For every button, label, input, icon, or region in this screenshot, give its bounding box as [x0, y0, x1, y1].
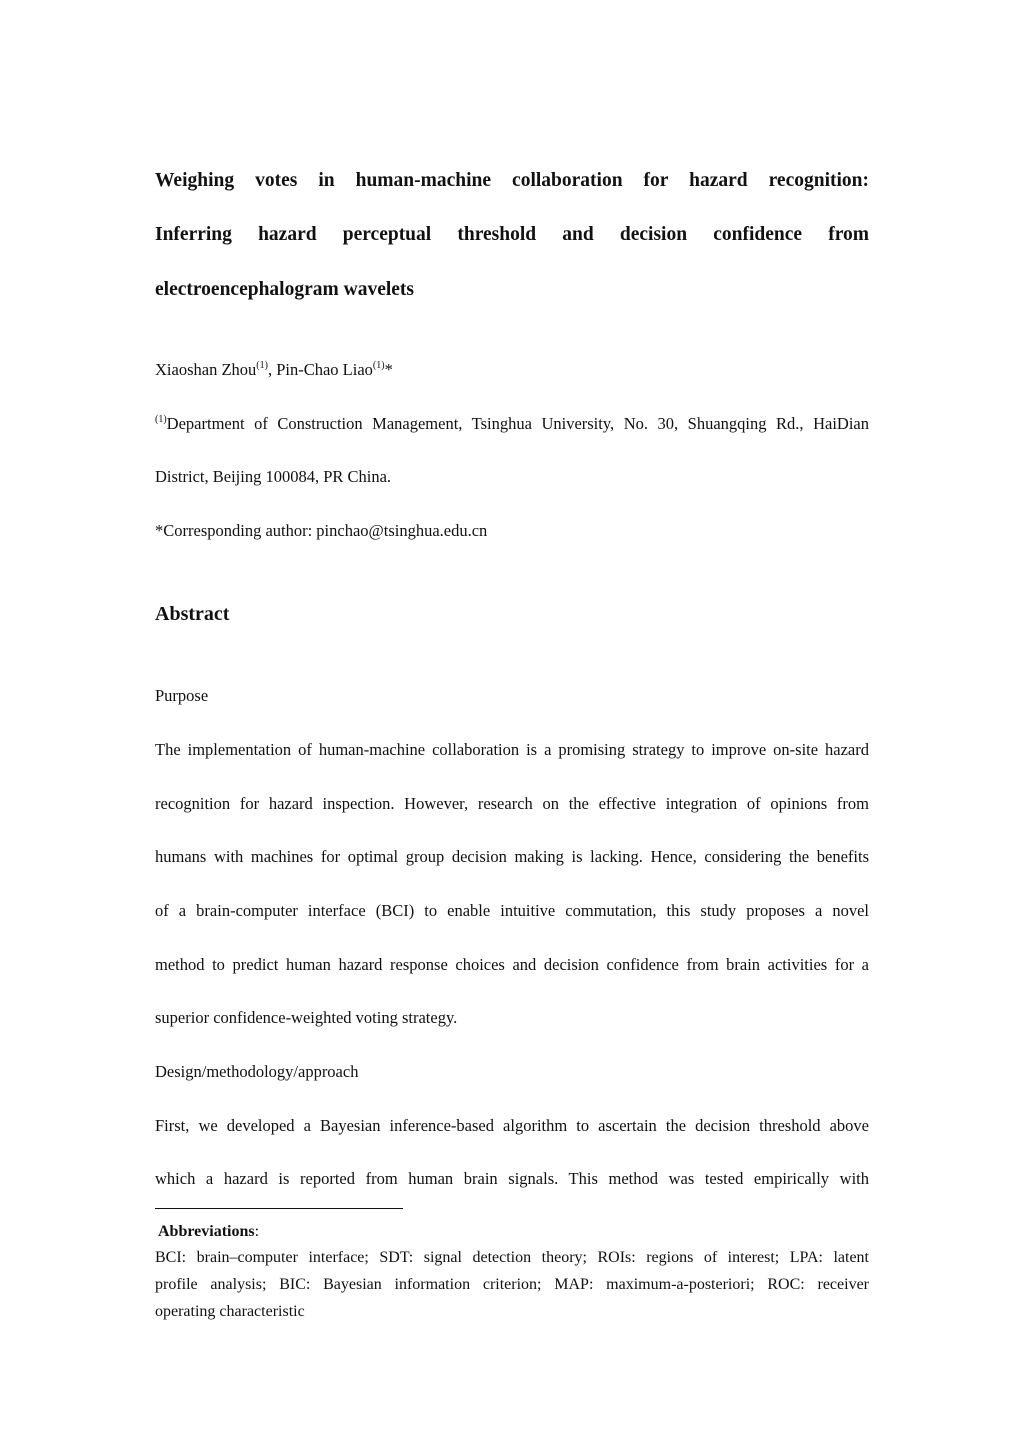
abbreviations-colon: : — [254, 1223, 260, 1240]
paper-title-line-3: electroencephalogram wavelets — [155, 279, 415, 300]
paper-page — [155, 0, 869, 1449]
design-line: First, we developed a Bayesian inference-based algorithm to ascertain the decision threshold above — [155, 1116, 869, 1135]
author-name: Pin-Chao Liao — [276, 360, 373, 379]
footnote-label — [158, 1222, 259, 1242]
paper-title-line-2: Inferring hazard perceptual threshold and decision confidence from — [155, 224, 869, 245]
footnote-rule — [155, 1208, 403, 1209]
paper-title-line-1: Weighing votes in human-machine collaboration for hazard recognition: — [155, 170, 869, 191]
purpose-line: recognition for hazard inspection. However, research on the effective integration of opinions from — [155, 794, 869, 813]
affiliation-marker: (1) — [256, 359, 268, 371]
affiliation-line-1 — [155, 413, 869, 435]
purpose-line: humans with machines for optimal group decision making is lacking. Hence, considering the benefits — [155, 847, 869, 866]
design-line: which a hazard is reported from human brain signals. This method was tested empirically with — [155, 1169, 869, 1188]
affiliation-line-2: District, Beijing 100084, PR China. — [155, 467, 392, 486]
footnote-line: BCI: brain–computer interface; SDT: signal detection theory; ROIs: regions of interest; LPA: latent — [155, 1249, 869, 1266]
affiliation-marker: (1) — [155, 413, 167, 425]
purpose-label: Purpose — [155, 686, 209, 705]
footnote-line: profile analysis; BIC: Bayesian information criterion; MAP: maximum-a-posteriori; ROC: receiver — [155, 1276, 869, 1293]
author-separator: , — [267, 360, 277, 379]
footnote-line: operating characteristic — [155, 1303, 305, 1320]
corresponding-author: *Corresponding author: pinchao@tsinghua.edu.cn — [155, 521, 488, 540]
design-label: Design/methodology/approach — [155, 1062, 359, 1081]
purpose-line: method to predict human hazard response choices and decision confidence from brain activities for a — [155, 955, 869, 974]
author-list — [155, 359, 393, 381]
purpose-line: superior confidence-weighted voting strategy. — [155, 1008, 458, 1027]
affiliation-text: Department of Construction Management, Tsinghua University, No. 30, Shuangqing Rd., HaiDian — [166, 414, 869, 433]
author-name: Xiaoshan Zhou — [155, 360, 257, 379]
affiliation-marker: (1) — [372, 359, 385, 371]
abbreviations-label: Abbreviations — [158, 1223, 255, 1240]
purpose-line: The implementation of human-machine collaboration is a promising strategy to improve on-site hazard — [155, 740, 869, 759]
purpose-line: of a brain-computer interface (BCI) to enable intuitive commutation, this study proposes a novel — [155, 901, 869, 920]
corresponding-marker: * — [384, 360, 393, 379]
abstract-heading: Abstract — [155, 603, 230, 625]
